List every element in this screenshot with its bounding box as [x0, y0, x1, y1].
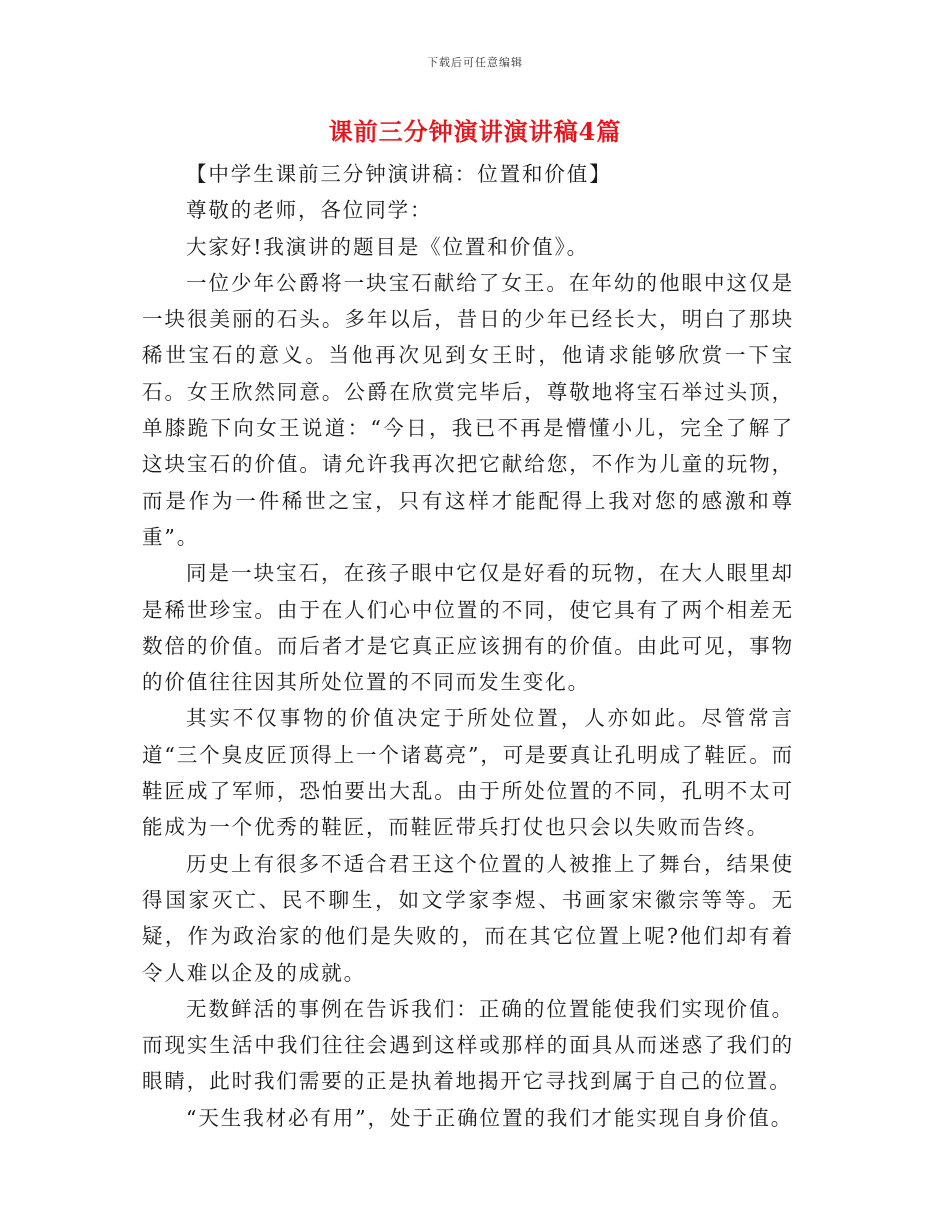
header-note: 下载后可任意编辑 — [427, 56, 523, 69]
paragraph-analysis: 同是一块宝石，在孩子眼中它仅是好看的玩物，在大人眼里却是稀世珍宝。由于在人们心中位置的不同，使它具有了两个相差无数倍的价值。而后者才是它真正应该拥有的价值。由此可见，事物的价值往往因其所处位置的不同而发生变化。 — [142, 561, 794, 695]
paragraph-intro: 大家好!我演讲的题目是《位置和价值》。 — [186, 234, 590, 259]
paragraph-section-heading: 【中学生课前三分钟演讲稿：位置和价值】 — [186, 162, 612, 186]
document-title: 课前三分钟演讲演讲稿4篇 — [328, 117, 622, 146]
paragraph-conclusion: “天生我材必有用”，处于正确位置的我们才能实现自身价值。 — [186, 1105, 794, 1130]
paragraph-greeting: 尊敬的老师，各位同学： — [186, 198, 433, 223]
paragraph-story: 一位少年公爵将一块宝石献给了女王。在年幼的他眼中这仅是一块很美丽的石头。多年以后，昔日的少年已经长大，明白了那块稀世宝石的意义。当他再次见到女王时，他请求能够欣赏一下宝石。女王欣然同意。公爵在欣赏完毕后，尊敬地将宝石举过头顶，单膝跪下向女王说道：“今日，我已不再是懵懂小儿，完全了解了这块宝石的价值。请允许我再次把它献给您，不作为儿童的玩物，而是作为一件稀世之宝，只有这样才能配得上我对您的感激和尊重”。 — [142, 270, 794, 549]
paragraph-history: 历史上有很多不适合君王这个位置的人被推上了舞台，结果使得国家灭亡、民不聊生，如文学家李煜、书画家宋徽宗等等。无疑，作为政治家的他们是失败的，而在其它位置上呢?他们却有着令人难以企及的成就。 — [142, 851, 794, 985]
document-body — [142, 156, 794, 1136]
paragraph-people: 其实不仅事物的价值决定于所处位置，人亦如此。尽管常言道“三个臭皮匠顶得上一个诸葛亮”，可是要真让孔明成了鞋匠。而鞋匠成了军师，恐怕要出大乱。由于所处位置的不同，孔明不太可能成为一个优秀的鞋匠，而鞋匠带兵打仗也只会以失败而告终。 — [142, 706, 794, 840]
paragraph-examples: 无数鲜活的事例在告诉我们：正确的位置能使我们实现价值。而现实生活中我们往往会遇到这样或那样的面具从而迷惑了我们的眼睛，此时我们需要的正是执着地揭开它寻找到属于自己的位置。 — [142, 996, 794, 1094]
